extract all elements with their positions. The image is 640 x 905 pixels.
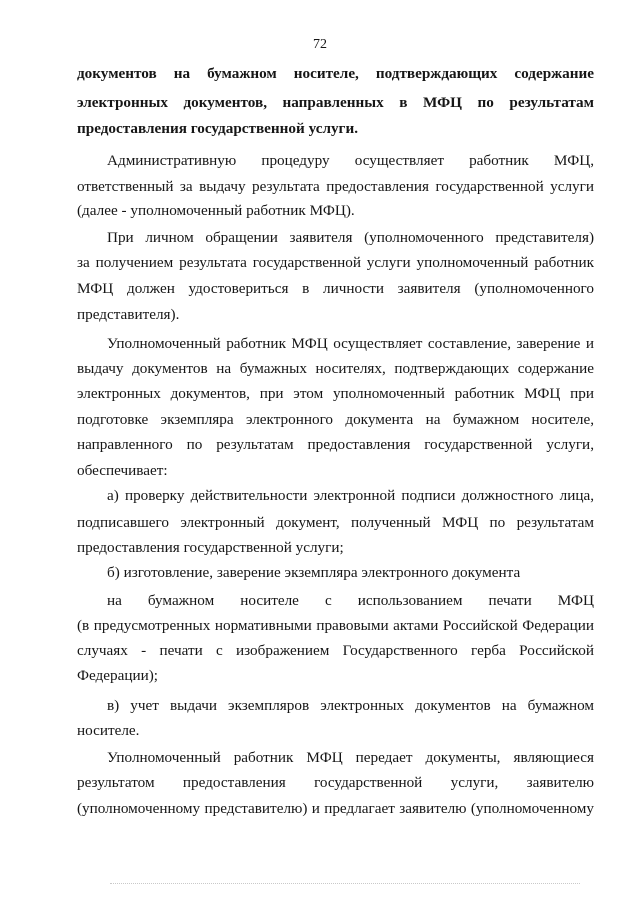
text-line: (уполномоченному представителю) и предлагает заявителю (уполномоченному — [77, 800, 594, 817]
text-line: направленного по результатам предоставления государственной услуги, — [77, 436, 594, 453]
text-line: на бумажном носителе с использованием печати МФЦ — [107, 592, 594, 609]
text-line: обеспечивает: — [77, 462, 168, 479]
text-line: подписавшего электронный документ, полученный МФЦ по результатам — [77, 514, 594, 531]
text-line: носителе. — [77, 722, 140, 739]
text-line: электронных документов, направленных в МФЦ по результатам — [77, 94, 594, 111]
text-line: а) проверку действительности электронной подписи должностного лица, — [107, 487, 594, 504]
text-line: Уполномоченный работник МФЦ осуществляет составление, заверение и — [107, 335, 594, 352]
text-line: предоставления государственной услуги. — [77, 120, 358, 137]
text-line: случаях - печати с изображением Государственного герба Российской — [77, 642, 594, 659]
text-line: в) учет выдачи экземпляров электронных документов на бумажном — [107, 697, 594, 714]
text-line: (далее - уполномоченный работник МФЦ). — [77, 202, 355, 219]
page-number: 72 — [313, 37, 327, 52]
text-line: результатом предоставления государственной услуги, заявителю — [77, 774, 594, 791]
text-line: Федерации); — [77, 667, 159, 684]
text-line: выдачу документов на бумажных носителях, подтверждающих содержание — [77, 360, 594, 377]
text-line: Административную процедуру осуществляет работник МФЦ, — [107, 152, 594, 169]
text-line: за получением результата государственной услуги уполномоченный работник — [77, 254, 594, 271]
text-line: представителя). — [77, 306, 180, 323]
text-line: документов на бумажном носителе, подтверждающих содержание — [77, 65, 594, 82]
text-line: Уполномоченный работник МФЦ передает документы, являющиеся — [107, 749, 594, 766]
text-line: ответственный за выдачу результата предоставления государственной услуги — [77, 178, 594, 195]
text-line: При личном обращении заявителя (уполномоченного представителя) — [107, 229, 594, 246]
text-line: электронных документов, при этом уполномоченный работник МФЦ при — [77, 385, 594, 402]
text-line: предоставления государственной услуги; — [77, 539, 344, 556]
text-line: (в предусмотренных нормативными правовыми актами Российской Федерации — [77, 617, 594, 634]
text-line: подготовке экземпляра электронного документа на бумажном носителе, — [77, 411, 594, 428]
text-line: б) изготовление, заверение экземпляра электронного документа — [107, 564, 521, 581]
scan-artifact-line — [110, 883, 580, 885]
text-line: МФЦ должен удостовериться в личности заявителя (уполномоченного — [77, 280, 594, 297]
